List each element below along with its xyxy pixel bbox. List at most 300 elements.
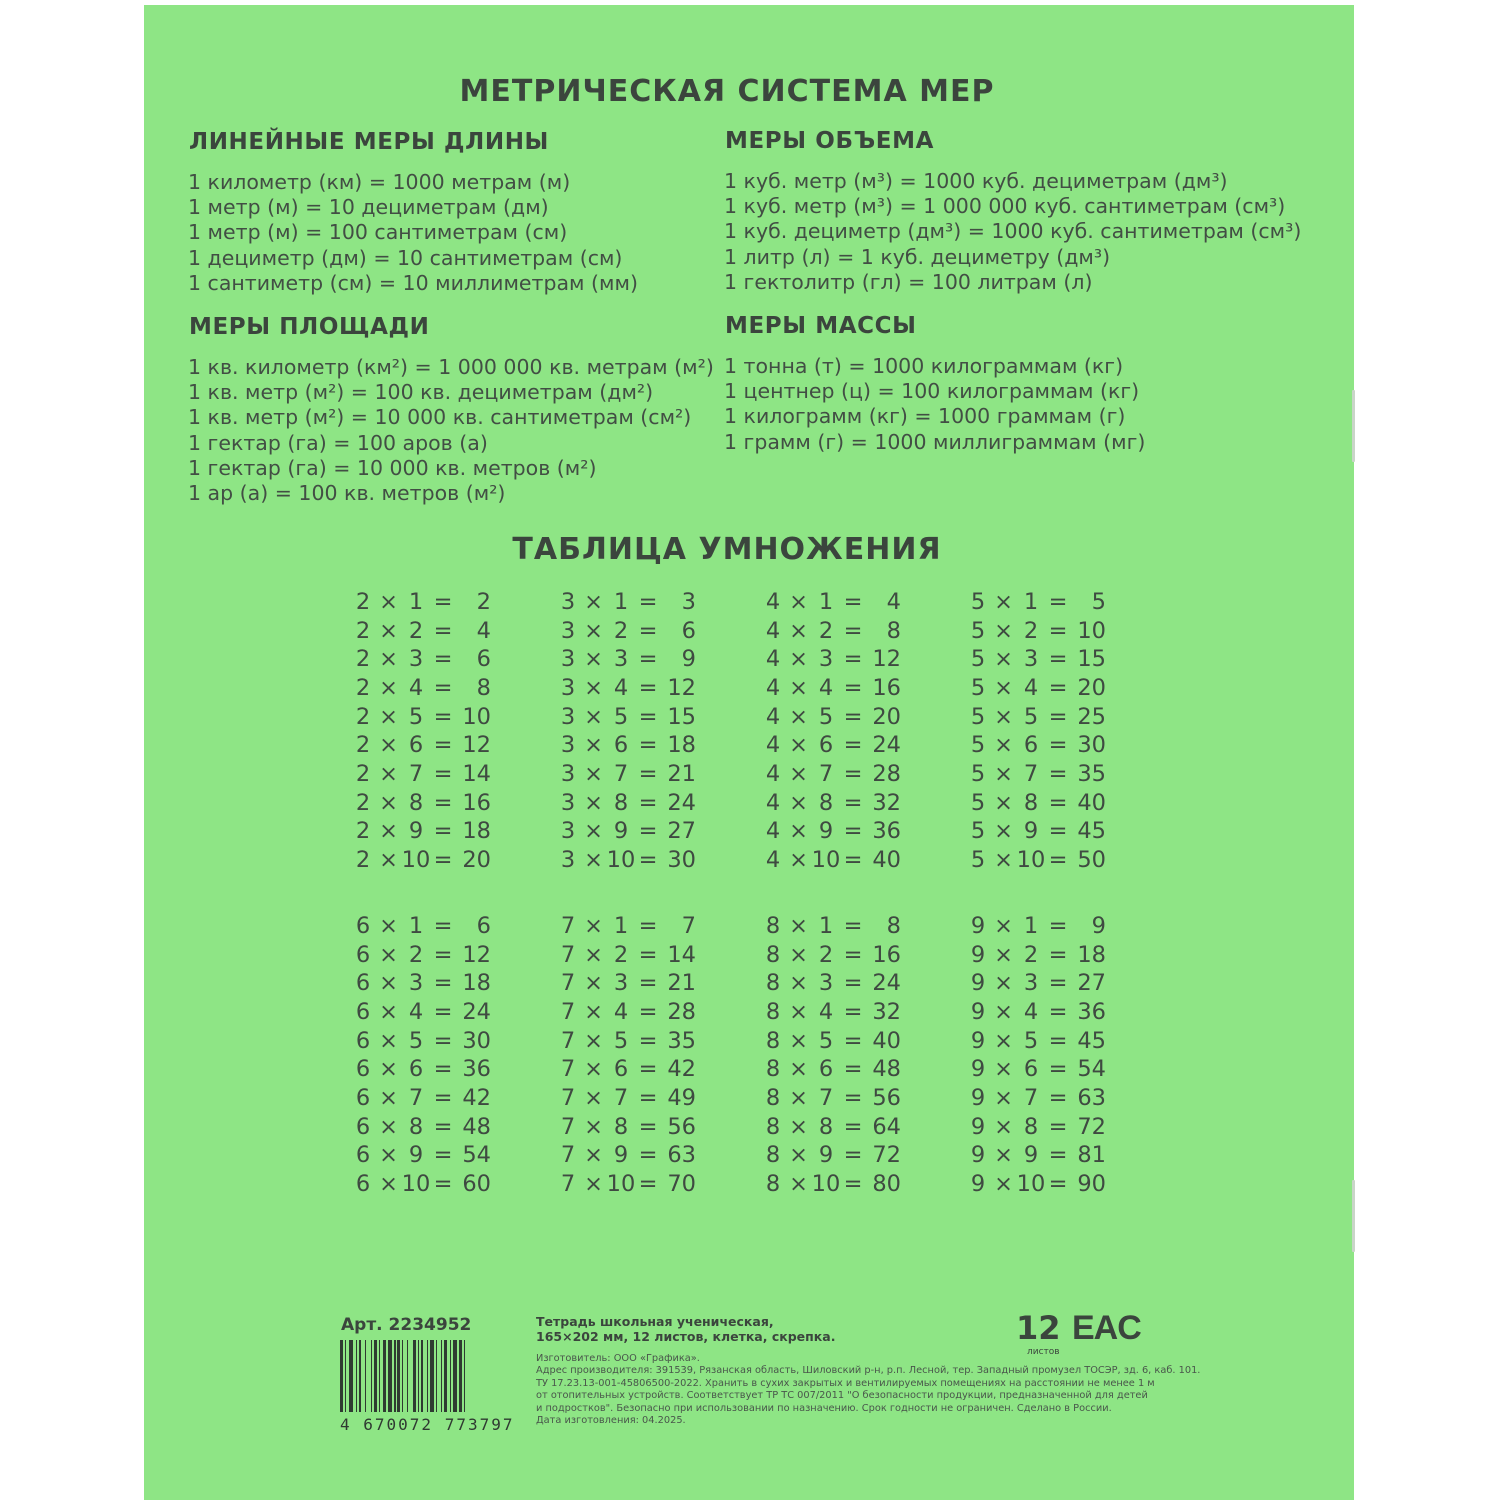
equals-sign: =	[1048, 617, 1068, 644]
times-sign: ×	[994, 617, 1013, 644]
multiplier: 2	[613, 617, 629, 644]
equals-sign: =	[433, 646, 453, 673]
mult-row	[555, 617, 696, 646]
times-sign: ×	[789, 1084, 808, 1111]
multiplier: 5	[613, 703, 629, 730]
equals-sign: =	[843, 846, 863, 873]
times-sign: ×	[994, 703, 1013, 730]
multiplier: 4	[818, 998, 834, 1025]
times-sign: ×	[994, 732, 1013, 759]
times-sign: ×	[789, 789, 808, 816]
fine-print-line: Адрес производителя: 391539, Рязанская область, Шиловский р-н, р.п. Лесной, тер. Западный промузел ТОСЭР, зд. 6, каб. 101.	[536, 1365, 1201, 1377]
product: 27	[1077, 970, 1106, 997]
mass-list	[724, 354, 1145, 455]
multiplier: 5	[613, 1027, 629, 1054]
product: 42	[462, 1084, 491, 1111]
multiplication-title: ТАБЛИЦА УМНОЖЕНИЯ	[512, 532, 942, 567]
equals-sign: =	[1048, 1027, 1068, 1054]
product: 40	[872, 846, 901, 873]
barcode-bar	[444, 1340, 447, 1412]
multiplicand: 5	[970, 789, 986, 816]
multiplier: 10	[811, 1170, 841, 1197]
times-sign: ×	[994, 1056, 1013, 1083]
times-sign: ×	[994, 589, 1013, 615]
multiplicand: 2	[355, 703, 371, 730]
multiplier: 2	[1023, 617, 1039, 644]
multiplier: 4	[408, 998, 424, 1025]
volume-line: 1 гектолитр (гл) = 100 литрам (л)	[724, 269, 1093, 294]
mult-row	[760, 846, 901, 875]
times-sign: ×	[379, 941, 398, 968]
area-heading: МЕРЫ ПЛОЩАДИ	[189, 314, 430, 340]
multiplicand: 9	[970, 1084, 986, 1111]
mult-row	[555, 1170, 696, 1199]
product: 9	[681, 646, 696, 673]
product: 21	[667, 760, 696, 787]
times-sign: ×	[789, 732, 808, 759]
product: 40	[872, 1027, 901, 1054]
mult-row	[965, 674, 1106, 703]
equals-sign: =	[843, 617, 863, 644]
multiplier: 6	[1023, 1056, 1039, 1083]
mult-row	[350, 1113, 491, 1142]
product: 72	[872, 1142, 901, 1169]
mult-row	[965, 1027, 1106, 1056]
mult-row	[965, 789, 1106, 818]
page-title: МЕТРИЧЕСКАЯ СИСТЕМА МЕР	[459, 74, 995, 109]
product: 63	[667, 1142, 696, 1169]
times-sign: ×	[584, 1056, 603, 1083]
multiplicand: 8	[765, 970, 781, 997]
multiplier: 7	[408, 760, 424, 787]
multiplicand: 6	[355, 970, 371, 997]
multiplicand: 4	[765, 732, 781, 759]
multiplier: 7	[1023, 760, 1039, 787]
barcode-bar	[397, 1340, 400, 1412]
linear-list	[188, 170, 638, 296]
multiplier: 6	[1023, 732, 1039, 759]
barcode-bar	[430, 1340, 434, 1412]
multiplier: 8	[818, 789, 834, 816]
equals-sign: =	[433, 1084, 453, 1111]
times-sign: ×	[789, 1056, 808, 1083]
staple-bottom	[1352, 1180, 1355, 1252]
barcode-bar	[374, 1340, 377, 1412]
times-sign: ×	[379, 760, 398, 787]
mult-row	[760, 1170, 901, 1199]
mult-row	[965, 703, 1106, 732]
product: 14	[667, 941, 696, 968]
times-sign: ×	[994, 998, 1013, 1025]
product: 30	[1077, 732, 1106, 759]
equals-sign: =	[843, 818, 863, 845]
times-sign: ×	[584, 998, 603, 1025]
times-sign: ×	[994, 674, 1013, 701]
product: 80	[872, 1170, 901, 1197]
barcode-bar	[421, 1340, 424, 1412]
equals-sign: =	[1048, 846, 1068, 873]
product: 6	[681, 617, 696, 644]
equals-sign: =	[843, 646, 863, 673]
product: 2	[476, 589, 491, 615]
mult-row	[555, 760, 696, 789]
mass-line: 1 тонна (т) = 1000 килограммам (кг)	[724, 354, 1124, 378]
equals-sign: =	[638, 760, 658, 787]
times-sign: ×	[379, 646, 398, 673]
mult-row	[965, 1141, 1106, 1170]
multiplicand: 5	[970, 703, 986, 730]
times-sign: ×	[789, 1170, 808, 1197]
times-sign: ×	[379, 1056, 398, 1083]
multiplier: 9	[1023, 818, 1039, 845]
equals-sign: =	[433, 1113, 453, 1140]
multiplicand: 8	[765, 998, 781, 1025]
multiplier: 4	[613, 998, 629, 1025]
multiplicand: 4	[765, 674, 781, 701]
multiplicand: 6	[355, 1084, 371, 1111]
multiplicand: 4	[765, 789, 781, 816]
equals-sign: =	[638, 674, 658, 701]
mult-row	[350, 1084, 491, 1113]
product: 36	[462, 1056, 491, 1083]
product: 64	[872, 1113, 901, 1140]
equals-sign: =	[638, 1113, 658, 1140]
equals-sign: =	[433, 818, 453, 845]
mult-row	[350, 617, 491, 646]
product: 16	[462, 789, 491, 816]
barcode-bar	[450, 1340, 451, 1412]
product: 10	[1077, 617, 1106, 644]
multiplicand: 7	[560, 1142, 576, 1169]
mult-row	[350, 969, 491, 998]
linear-line: 1 метр (м) = 10 дециметрам (дм)	[188, 195, 549, 220]
multiplicand: 5	[970, 617, 986, 644]
multiplicand: 2	[355, 760, 371, 787]
mult-row	[965, 645, 1106, 674]
barcode	[340, 1340, 510, 1412]
barcode-bar	[371, 1340, 372, 1412]
mult-row	[965, 941, 1106, 970]
product: 70	[667, 1170, 696, 1197]
product: 49	[667, 1084, 696, 1111]
barcode-bar	[356, 1340, 357, 1412]
times-sign: ×	[994, 1113, 1013, 1140]
mult-column-3	[555, 588, 696, 875]
product: 24	[462, 998, 491, 1025]
mult-row	[965, 969, 1106, 998]
times-sign: ×	[994, 1170, 1013, 1197]
product: 30	[667, 846, 696, 873]
product: 16	[872, 941, 901, 968]
equals-sign: =	[433, 732, 453, 759]
multiplier: 3	[818, 646, 834, 673]
multiplicand: 5	[970, 846, 986, 873]
times-sign: ×	[584, 1113, 603, 1140]
mult-column-8	[760, 912, 901, 1199]
multiplicand: 6	[355, 998, 371, 1025]
equals-sign: =	[433, 589, 453, 615]
times-sign: ×	[584, 1142, 603, 1169]
times-sign: ×	[789, 970, 808, 997]
equals-sign: =	[638, 998, 658, 1025]
multiplier: 1	[408, 589, 424, 615]
mult-row	[350, 941, 491, 970]
multiplicand: 6	[355, 1113, 371, 1140]
mult-row	[350, 1055, 491, 1084]
equals-sign: =	[638, 789, 658, 816]
mult-row	[760, 760, 901, 789]
multiplicand: 3	[560, 732, 576, 759]
multiplicand: 9	[970, 913, 986, 939]
mult-row	[350, 1141, 491, 1170]
multiplier: 3	[1023, 970, 1039, 997]
multiplicand: 3	[560, 760, 576, 787]
equals-sign: =	[843, 789, 863, 816]
mult-row	[760, 1141, 901, 1170]
equals-sign: =	[433, 1142, 453, 1169]
multiplicand: 8	[765, 1142, 781, 1169]
product: 15	[1077, 646, 1106, 673]
staple-top	[1352, 390, 1355, 462]
equals-sign: =	[1048, 818, 1068, 845]
equals-sign: =	[1048, 998, 1068, 1025]
product: 36	[872, 818, 901, 845]
multiplicand: 8	[765, 1084, 781, 1111]
multiplicand: 7	[560, 941, 576, 968]
multiplier: 1	[818, 589, 834, 615]
multiplier: 2	[613, 941, 629, 968]
equals-sign: =	[1048, 1142, 1068, 1169]
equals-sign: =	[433, 1170, 453, 1197]
mult-row	[965, 1055, 1106, 1084]
multiplicand: 4	[765, 818, 781, 845]
times-sign: ×	[789, 617, 808, 644]
area-line: 1 гектар (га) = 100 аров (а)	[188, 430, 488, 455]
multiplier: 8	[408, 1113, 424, 1140]
times-sign: ×	[584, 1027, 603, 1054]
multiplier: 10	[1016, 1170, 1046, 1197]
multiplicand: 5	[970, 646, 986, 673]
equals-sign: =	[638, 703, 658, 730]
mult-row	[350, 998, 491, 1027]
times-sign: ×	[584, 732, 603, 759]
multiplier: 6	[613, 732, 629, 759]
times-sign: ×	[789, 760, 808, 787]
equals-sign: =	[1048, 646, 1068, 673]
equals-sign: =	[638, 732, 658, 759]
equals-sign: =	[843, 913, 863, 939]
multiplicand: 6	[355, 1142, 371, 1169]
mass-heading: МЕРЫ МАССЫ	[725, 313, 917, 339]
times-sign: ×	[379, 846, 398, 873]
product: 63	[1077, 1084, 1106, 1111]
multiplier: 1	[613, 589, 629, 615]
times-sign: ×	[789, 913, 808, 939]
multiplier: 2	[1023, 941, 1039, 968]
product: 32	[872, 998, 901, 1025]
equals-sign: =	[1048, 970, 1068, 997]
mult-row	[965, 1084, 1106, 1113]
sheets-label: листов	[1027, 1347, 1060, 1357]
multiplier: 4	[1023, 674, 1039, 701]
equals-sign: =	[638, 1027, 658, 1054]
multiplier: 10	[606, 1170, 636, 1197]
product: 48	[462, 1113, 491, 1140]
product: 40	[1077, 789, 1106, 816]
linear-line: 1 километр (км) = 1000 метрам (м)	[188, 170, 571, 194]
multiplicand: 4	[765, 760, 781, 787]
product: 24	[667, 789, 696, 816]
mult-row	[760, 912, 901, 941]
multiplicand: 7	[560, 1113, 576, 1140]
equals-sign: =	[1048, 1170, 1068, 1197]
times-sign: ×	[584, 789, 603, 816]
barcode-bar	[394, 1340, 395, 1412]
volume-line: 1 литр (л) = 1 куб. дециметру (дм³)	[724, 244, 1111, 269]
mult-row	[555, 1027, 696, 1056]
equals-sign: =	[638, 1170, 658, 1197]
equals-sign: =	[843, 1027, 863, 1054]
times-sign: ×	[584, 674, 603, 701]
mult-row	[555, 941, 696, 970]
multiplicand: 5	[970, 818, 986, 845]
article-number: Арт. 2234952	[341, 1315, 472, 1335]
barcode-bar	[441, 1340, 442, 1412]
multiplicand: 3	[560, 818, 576, 845]
multiplier: 9	[818, 1142, 834, 1169]
multiplier: 5	[1023, 703, 1039, 730]
product: 50	[1077, 846, 1106, 873]
equals-sign: =	[433, 760, 453, 787]
product: 12	[667, 674, 696, 701]
mult-row	[760, 998, 901, 1027]
product: 27	[667, 818, 696, 845]
times-sign: ×	[379, 998, 398, 1025]
product: 15	[667, 703, 696, 730]
multiplier: 4	[408, 674, 424, 701]
equals-sign: =	[433, 1056, 453, 1083]
equals-sign: =	[1048, 760, 1068, 787]
equals-sign: =	[433, 998, 453, 1025]
equals-sign: =	[843, 941, 863, 968]
multiplicand: 7	[560, 1084, 576, 1111]
mult-row	[760, 1027, 901, 1056]
mult-row	[350, 789, 491, 818]
mult-row	[350, 760, 491, 789]
times-sign: ×	[789, 846, 808, 873]
mult-row	[555, 912, 696, 941]
times-sign: ×	[789, 818, 808, 845]
fine-print-line: Изготовитель: ООО «Графика».	[536, 1353, 700, 1364]
mult-row	[965, 912, 1106, 941]
product: 35	[1077, 760, 1106, 787]
mult-row	[760, 789, 901, 818]
times-sign: ×	[584, 846, 603, 873]
mult-row	[760, 1055, 901, 1084]
volume-line: 1 куб. метр (м³) = 1 000 000 куб. сантиметрам (см³)	[724, 194, 1286, 219]
product: 20	[1077, 674, 1106, 701]
multiplicand: 2	[355, 818, 371, 845]
mult-row	[350, 674, 491, 703]
mult-row	[350, 817, 491, 846]
mult-row	[760, 941, 901, 970]
times-sign: ×	[379, 1084, 398, 1111]
times-sign: ×	[994, 789, 1013, 816]
equals-sign: =	[433, 846, 453, 873]
equals-sign: =	[433, 970, 453, 997]
times-sign: ×	[994, 646, 1013, 673]
times-sign: ×	[584, 1170, 603, 1197]
multiplicand: 9	[970, 1113, 986, 1140]
product: 60	[462, 1170, 491, 1197]
mult-row	[760, 731, 901, 760]
product: 28	[667, 998, 696, 1025]
product: 18	[667, 732, 696, 759]
barcode-bar	[388, 1340, 392, 1412]
fine-print-line: ТУ 17.23.13-001-45806500-2022. Хранить в сухих закрытых и вентилируемых помещениях на расстоянии не менее 1 м	[536, 1377, 1155, 1389]
equals-sign: =	[843, 1056, 863, 1083]
equals-sign: =	[843, 970, 863, 997]
multiplier: 9	[613, 1142, 629, 1169]
times-sign: ×	[789, 703, 808, 730]
mult-row	[555, 703, 696, 732]
multiplier: 8	[613, 1113, 629, 1140]
mult-row	[760, 1113, 901, 1142]
multiplier: 3	[408, 646, 424, 673]
area-list	[188, 355, 714, 506]
product: 45	[1077, 818, 1106, 845]
multiplier: 10	[401, 1170, 431, 1197]
multiplicand: 8	[765, 941, 781, 968]
product: 28	[872, 760, 901, 787]
equals-sign: =	[638, 1142, 658, 1169]
product: 18	[1077, 941, 1106, 968]
equals-sign: =	[843, 703, 863, 730]
multiplicand: 3	[560, 646, 576, 673]
product: 4	[886, 589, 901, 615]
barcode-bar	[464, 1340, 465, 1412]
equals-sign: =	[433, 913, 453, 939]
equals-sign: =	[638, 846, 658, 873]
description-line: Тетрадь школьная ученическая,	[536, 1314, 774, 1329]
barcode-bar	[459, 1340, 462, 1412]
multiplier: 6	[818, 1056, 834, 1083]
times-sign: ×	[584, 970, 603, 997]
multiplicand: 9	[970, 941, 986, 968]
mult-row	[555, 674, 696, 703]
volume-line: 1 куб. дециметр (дм³) = 1000 куб. сантиметрам (см³)	[724, 219, 1302, 244]
area-line: 1 кв. метр (м²) = 100 кв. дециметрам (дм²)	[188, 380, 654, 405]
equals-sign: =	[638, 617, 658, 644]
mult-row	[555, 1084, 696, 1113]
product: 5	[1091, 589, 1106, 615]
equals-sign: =	[1048, 674, 1068, 701]
multiplier: 9	[408, 818, 424, 845]
mult-row	[760, 703, 901, 732]
mass-line: 1 килограмм (кг) = 1000 граммам (г)	[724, 404, 1126, 429]
times-sign: ×	[584, 703, 603, 730]
times-sign: ×	[789, 1027, 808, 1054]
product: 4	[476, 617, 491, 644]
barcode-bar	[379, 1340, 380, 1412]
barcode-bar	[453, 1340, 457, 1412]
multiplicand: 7	[560, 1170, 576, 1197]
equals-sign: =	[433, 674, 453, 701]
barcode-bar	[340, 1340, 343, 1412]
multiplier: 9	[408, 1142, 424, 1169]
equals-sign: =	[843, 732, 863, 759]
times-sign: ×	[379, 1113, 398, 1140]
